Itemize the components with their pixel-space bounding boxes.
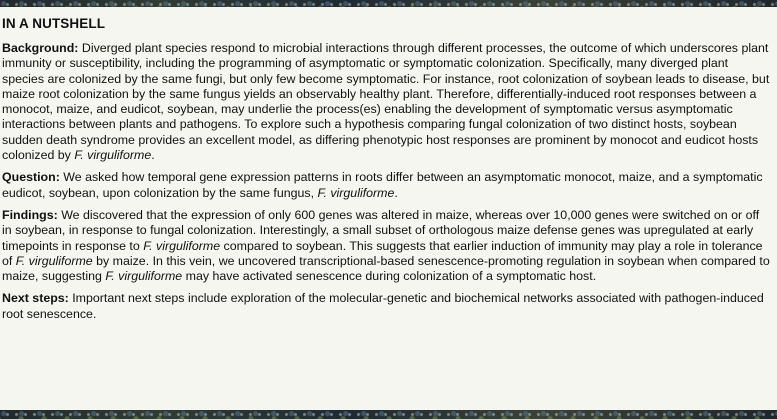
findings-paragraph [2, 208, 771, 284]
findings-species-3: F. virguliforme [105, 269, 183, 284]
findings-species-2: F. virguliforme [15, 253, 93, 268]
next-steps-text: Important next steps include exploration of the molecular-genetic and biochemical networks associated with pathogen-induced root senescence. [2, 291, 764, 321]
findings-text-1: We discovered that the expression of only 600 genes was altered in maize, whereas over 10,000 genes were switched on or off in soybean, in response to fungal colonization. Interestingly, a small subset of orthologous maize defense genes was upregulated at early timepoints in response to [2, 207, 760, 253]
background-species: F. virguliforme [74, 148, 152, 163]
findings-text-3: by maize. In this vein, we uncovered transcriptional-based senescence-promoting regulation in soybean when compared to maize, suggesting [2, 253, 770, 284]
question-paragraph [2, 170, 771, 201]
next-steps-paragraph [2, 291, 771, 322]
findings-text-2: compared to soybean. This suggests that earlier induction of immunity may play a role in tolerance of [2, 238, 763, 268]
question-label: Question: [2, 170, 60, 185]
decorative-bottom-band [0, 410, 777, 419]
background-end: . [151, 148, 155, 163]
background-paragraph [2, 41, 771, 163]
background-text: Diverged plant species respond to microbial interactions through different processes, the outcome of which underscores plant immunity or susceptibility, including the programming of asymptomatic or symptomatic colonization. Specifically, many diverged plant species are colonized by the same fungi, but only few become symptomatic. For instance, root colonization of soybean leads to disease, but maize root colonization by the same fungus yields an observably healthy plant. Therefore, differentially-induced root responses between a monocot, maize, and eudicot, soybean, may underlie the process(es) enabling the development of symptomatic versus asymptomatic interactions between plants and pathogens. To explore such a hypothesis comparing fungal colonization of two distinct hosts, soybean sudden death syndrome provides an excellent model, as differing phenotypic host responses are prominent by monocot and eudicot hosts colonized by [2, 41, 770, 163]
findings-species-1: F. virguliforme [143, 238, 221, 253]
question-text: We asked how temporal gene expression patterns in roots differ between an asymptomatic monocot, maize, and a symptomatic eudicot, soybean, upon colonization by the same fungus, [2, 170, 763, 200]
findings-label: Findings: [2, 207, 58, 222]
background-label: Background: [2, 41, 79, 55]
next-steps-label: Next steps: [2, 291, 69, 306]
question-species: F. virguliforme [317, 185, 395, 200]
question-end: . [394, 185, 398, 200]
decorative-top-band [0, 0, 777, 7]
findings-text-4: may have activated senescence during colonization of a symptomatic host. [182, 269, 597, 284]
nutshell-panel [0, 7, 777, 410]
section-heading: IN A NUTSHELL [2, 16, 106, 31]
